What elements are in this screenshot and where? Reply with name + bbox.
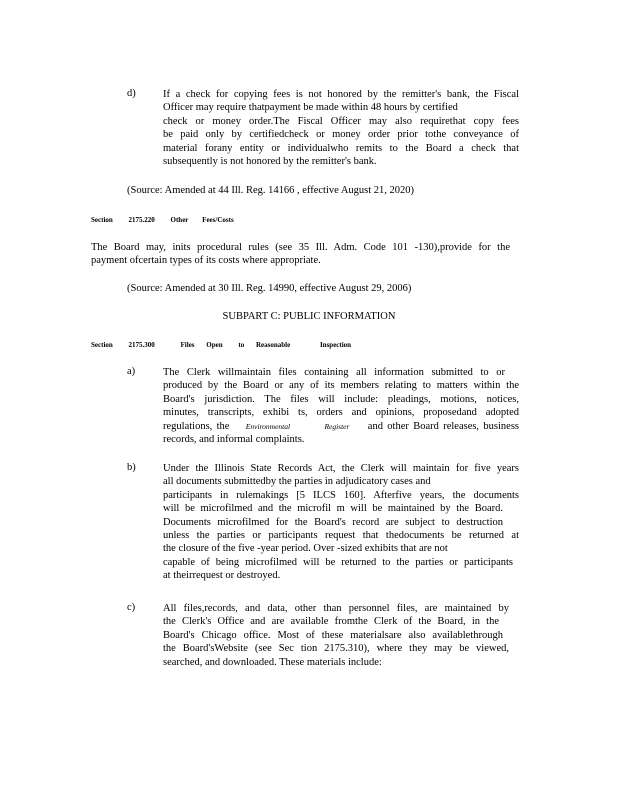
text-line: The Clerk willmaintain files containing all information submitted to or (163, 367, 505, 378)
section-number: 2175.220 (128, 216, 155, 224)
text-line: subsequently is not honored by the remitter's bank. (163, 156, 377, 168)
text-line: capable of being microfilmed will be returned to the parties or participants (163, 556, 513, 568)
paragraph-a (163, 366, 519, 446)
text-line: All files,records, and data, other than personnel files, are maintained by (163, 603, 509, 614)
text-line: records, and informal complaints. (163, 434, 305, 446)
paragraph-label-c: c) (127, 602, 136, 613)
italic-reference: Environmental (245, 421, 291, 431)
paragraph-label-a: a) (127, 366, 136, 377)
text-line: participants in rulemakings [5 ILCS 160]. Afterfive years, the documents (163, 489, 519, 501)
section-title-word: Files (180, 341, 195, 349)
source-note-1: (Source: Amended at 44 Ill. Reg. 14166 , effective August 21, 2020) (127, 185, 415, 196)
text-line: Documents microfilmed for the Board's record are subject to destruction (163, 516, 503, 528)
section-title-word: Inspection (319, 341, 352, 349)
text-line: minutes, transcripts, exhibi ts, orders and opinions, proposedand adopted (163, 407, 519, 419)
text-line: will be microfilmed and the microfil m will be maintained by the Board. (163, 503, 503, 515)
text-line: the closure of the five -year period. Over -sized exhibits that are not (163, 543, 448, 555)
section-label: Section (91, 341, 113, 349)
text-line: material forany entity or individualwho remits to the Board a check that (163, 142, 519, 154)
text-line: If a check for copying fees is not honored by the remitter's bank, the Fiscal (163, 89, 519, 100)
text-line: be paid only by certifiedcheck or money order prior tothe conveyance of (163, 129, 519, 141)
section-title-word: Open (206, 341, 223, 349)
section-heading-220 (91, 216, 234, 224)
text-line: payment ofcertain types of its costs where appropriate. (91, 255, 321, 267)
subpart-heading: SUBPART C: PUBLIC INFORMATION (222, 311, 396, 322)
text-line: Board's jurisdiction. The files will include: pleadings, motions, notices, (163, 393, 519, 405)
text-line: the Clerk's Office and are available fromthe Clerk of the Board, in the (163, 616, 499, 628)
section-title-word: Other (170, 216, 189, 224)
paragraph-label-d: d) (127, 88, 136, 99)
text-line (163, 420, 519, 433)
paragraph-b (163, 462, 519, 583)
section-title-word: Fees/Costs (202, 216, 234, 224)
section-heading-300 (91, 341, 351, 349)
italic-reference: Register (324, 421, 350, 431)
text-line: Officer may require thatpayment be made within 48 hours by certified (163, 102, 458, 114)
text-line: check or money order.The Fiscal Officer may also requirethat copy fees (163, 115, 519, 127)
text-fragment: and other Board releases, business (367, 420, 519, 432)
text-line: The Board may, inits procedural rules (see 35 Ill. Adm. Code 101 -130),provide for the (91, 242, 510, 253)
text-line: unless the parties or participants request that thedocuments be returned at (163, 530, 519, 542)
section-label: Section (91, 216, 113, 224)
text-line: Under the Illinois State Records Act, the Clerk will maintain for five years (163, 463, 519, 474)
text-fragment: regulations, the (163, 420, 230, 432)
section-title-word: to (238, 341, 245, 349)
paragraph-c (163, 602, 509, 669)
text-line: Board's Chicago office. Most of these materialsare also availablethrough (163, 629, 503, 641)
paragraph-label-b: b) (127, 462, 136, 473)
text-line: produced by the Board or any of its members relating to matters within the (163, 380, 519, 392)
text-line: searched, and downloaded. These materials include: (163, 656, 382, 668)
text-line: at theirrequest or destroyed. (163, 570, 281, 582)
section-title-word: Reasonable (255, 341, 291, 349)
section-number: 2175.300 (128, 341, 155, 349)
text-line: the Board'sWebsite (see Sec tion 2175.310), where they may be viewed, (163, 643, 509, 655)
text-line: all documents submittedby the parties in adjudicatory cases and (163, 476, 431, 488)
source-note-2: (Source: Amended at 30 Ill. Reg. 14990, effective August 29, 2006) (127, 283, 412, 294)
paragraph-d (163, 88, 519, 168)
paragraph-220 (91, 241, 510, 268)
